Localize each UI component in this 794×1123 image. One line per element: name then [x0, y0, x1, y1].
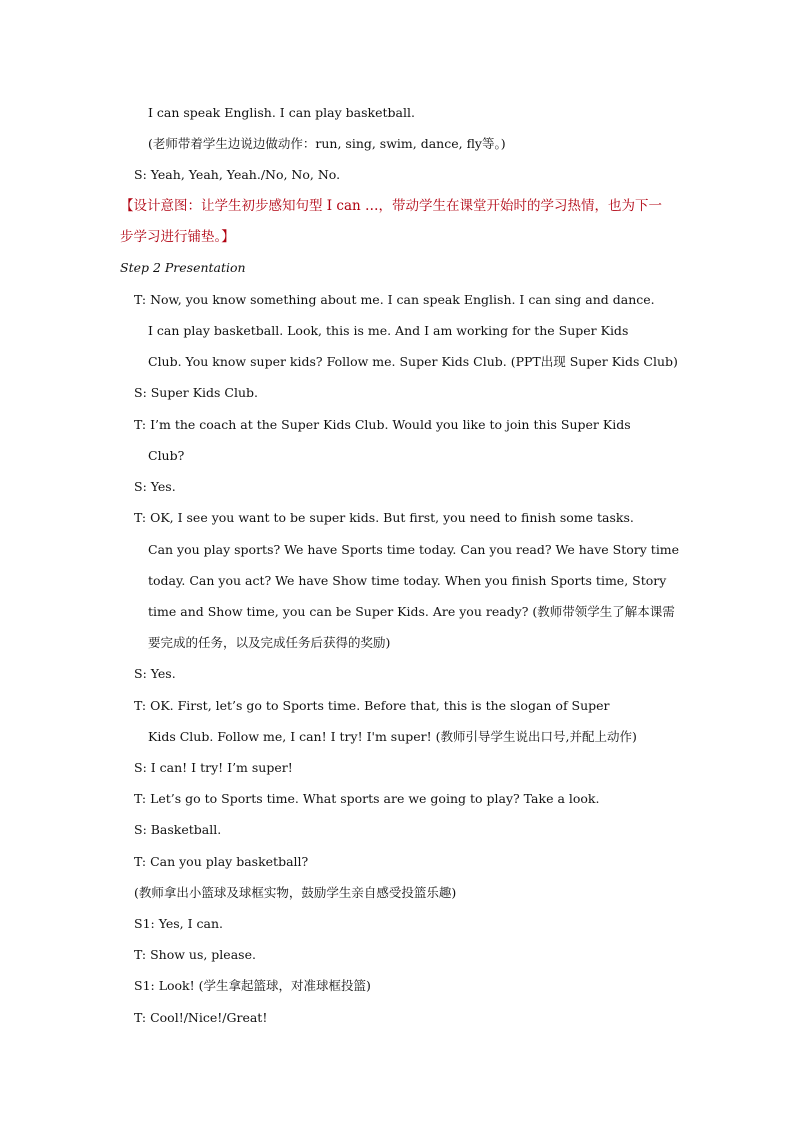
- text-line: S: Yes.: [134, 666, 176, 681]
- text-line: S1: Yes, I can.: [134, 916, 224, 931]
- design-intent-note-continued: 步学习进行铺垫。】: [120, 229, 235, 245]
- text-line: T: Can you play basketball?: [134, 854, 309, 869]
- text-line: (老师带着学生边说边做动作：run, sing, swim, dance, fly等。): [148, 136, 506, 151]
- text-line: 要完成的任务，以及完成任务后获得的奖励): [148, 635, 391, 650]
- text-line: T: I’m the coach at the Super Kids Club. Would you like to join this Super Kids: [134, 417, 631, 432]
- text-line: Club. You know super kids? Follow me. Super Kids Club. (PPT出现 Super Kids Club): [148, 354, 678, 369]
- text-line: I can play basketball. Look, this is me. And I am working for the Super Kids: [148, 323, 629, 338]
- section-heading: Step 2 Presentation: [120, 260, 246, 275]
- text-line: Club?: [148, 448, 185, 463]
- text-line: time and Show time, you can be Super Kids. Are you ready? (教师带领学生了解本课需: [148, 604, 675, 619]
- text-line: S: Basketball.: [134, 822, 222, 837]
- text-line: S: I can! I try! I’m super!: [134, 760, 293, 775]
- text-line: T: Now, you know something about me. I can speak English. I can sing and dance.: [134, 292, 655, 307]
- text-line: today. Can you act? We have Show time today. When you finish Sports time, Story: [148, 573, 667, 588]
- text-line: T: OK, I see you want to be super kids. But first, you need to finish some tasks.: [134, 510, 634, 525]
- text-line: S: Super Kids Club.: [134, 385, 259, 400]
- text-line: Kids Club. Follow me, I can! I try! I'm super! (教师引导学生说出口号,并配上动作): [148, 729, 637, 744]
- text-line: T: Show us, please.: [134, 947, 256, 962]
- text-line: T: Let’s go to Sports time. What sports are we going to play? Take a look.: [134, 791, 600, 806]
- text-line: I can speak English. I can play basketball.: [148, 105, 415, 120]
- text-line: T: Cool!/Nice!/Great!: [134, 1010, 268, 1025]
- design-intent-note: 【设计意图：让学生初步感知句型 I can …，带动学生在课堂开始时的学习热情，也为下一: [120, 198, 663, 214]
- text-line: S: Yeah, Yeah, Yeah./No, No, No.: [134, 167, 341, 182]
- text-line: Can you play sports? We have Sports time today. Can you read? We have Story time: [148, 542, 680, 557]
- text-line: S1: Look! (学生拿起篮球，对准球框投篮): [134, 978, 371, 993]
- text-line: (教师拿出小篮球及球框实物，鼓励学生亲自感受投篮乐趣): [134, 885, 457, 900]
- text-line: S: Yes.: [134, 479, 176, 494]
- text-line: T: OK. First, let’s go to Sports time. Before that, this is the slogan of Super: [134, 698, 610, 713]
